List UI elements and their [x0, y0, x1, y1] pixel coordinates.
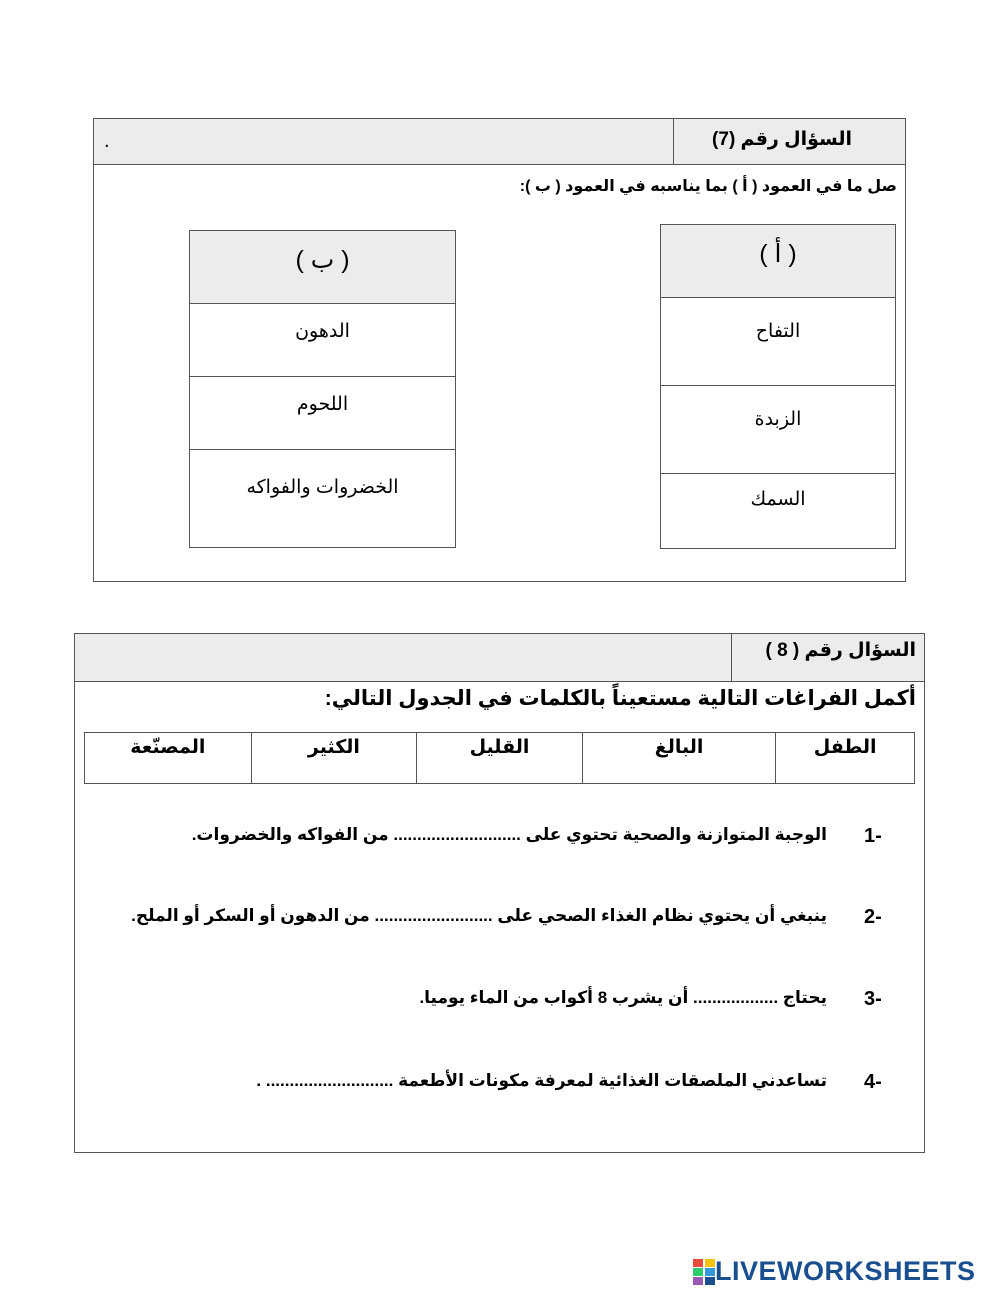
word-bank-cell: القليل [416, 733, 582, 783]
question-7-instruction: صل ما في العمود ( أ ) بما يناسبه في العمود ( ب ): [519, 178, 897, 195]
brand-blocks-icon [693, 1259, 715, 1285]
column-b-item[interactable]: الدهون [190, 304, 455, 377]
column-a-item[interactable]: التفاح [661, 298, 895, 386]
word-bank-cell: البالغ [582, 733, 776, 783]
column-b-item[interactable]: اللحوم [190, 377, 455, 450]
column-b-header: ( ب ) [190, 231, 455, 304]
column-a-header: ( أ ) [661, 225, 895, 298]
word-bank-cell: الطفل [775, 733, 914, 783]
column-a [660, 224, 896, 549]
sentence-number: 1- [864, 825, 882, 847]
fill-in-sentence[interactable]: ينبغي أن يحتوي نظام الغذاء الصحي على ......................... من الدهون أو السكر أو الملح. [131, 906, 827, 925]
header-divider [731, 633, 732, 682]
liveworksheets-logo [693, 1256, 976, 1287]
question-8-title: السؤال رقم ( 8 ) [765, 640, 916, 661]
sentence-number: 4- [864, 1071, 882, 1093]
word-bank-cell: المصنّعة [130, 737, 206, 758]
question-7-title: السؤال رقم (7) [712, 129, 852, 150]
word-bank-cell: الكثير [251, 733, 417, 783]
question-8-instruction: أكمل الفراغات التالية مستعيناً بالكلمات في الجدول التالي: [324, 687, 916, 710]
fill-in-sentence[interactable]: الوجبة المتوازنة والصحية تحتوي على ........................... من الفواكه والخضروات. [191, 825, 827, 844]
column-a-item[interactable]: الزبدة [661, 386, 895, 474]
fill-in-sentence[interactable]: يحتاج .................. أن يشرب 8 أكواب من الماء يوميا. [419, 988, 827, 1007]
brand-name: LIVEWORKSHEETS [715, 1256, 976, 1286]
column-a-item[interactable]: السمك [750, 489, 806, 510]
header-divider [673, 118, 674, 165]
fill-in-sentence[interactable]: تساعدني الملصقات الغذائية لمعرفة مكونات الأطعمة ........................... . [256, 1071, 827, 1090]
word-bank-table [84, 732, 915, 784]
column-b-item[interactable]: الخضروات والفواكه [246, 477, 399, 498]
sentence-number: 3- [864, 988, 882, 1010]
header-mark: . [104, 130, 110, 152]
sentence-number: 2- [864, 906, 882, 928]
column-b [189, 230, 456, 548]
